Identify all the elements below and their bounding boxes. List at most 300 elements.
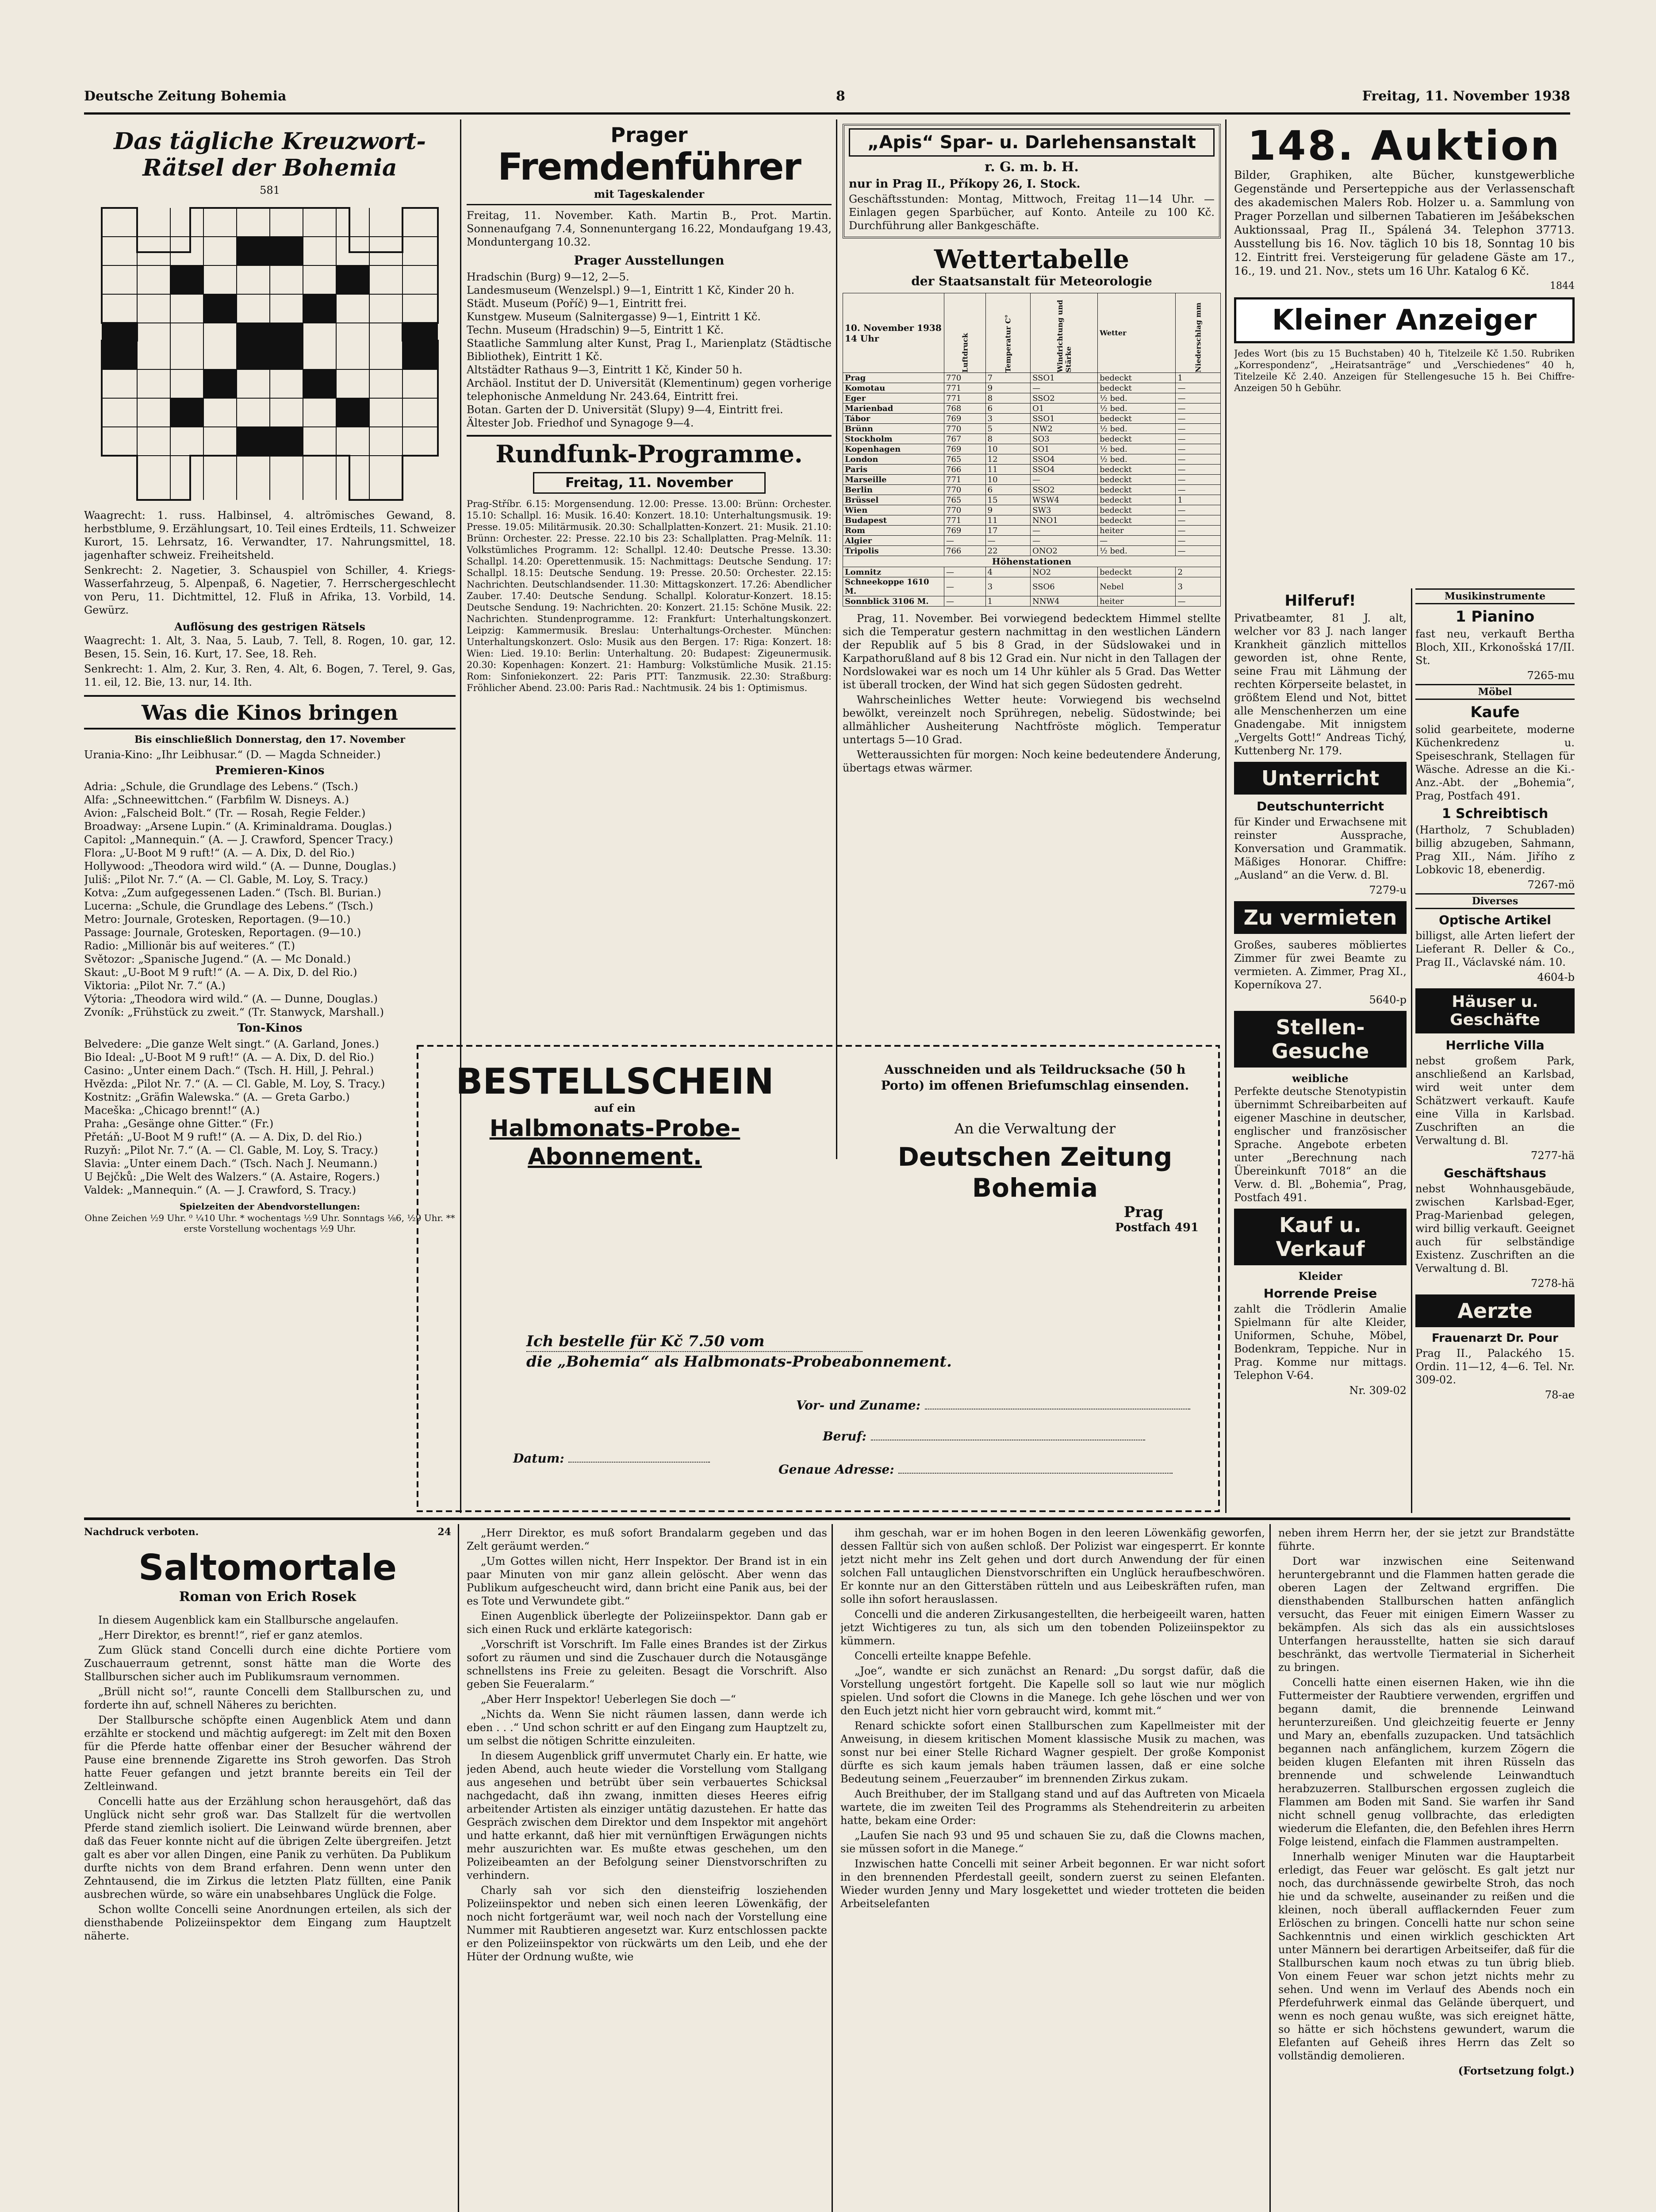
wetter-cell: bedeckt — [1098, 505, 1176, 515]
wetter-cell: 3 — [985, 577, 1031, 596]
kleider-title: Horrende Preise — [1263, 1286, 1377, 1301]
wetter-cell: 770 — [944, 485, 986, 495]
wetter-cell: 5 — [985, 424, 1031, 434]
wetter-cell: 8 — [985, 434, 1031, 444]
column-crossword-kinos — [84, 128, 456, 1509]
musik-title: Musikinstrumente — [1415, 588, 1575, 604]
wetter-row — [843, 577, 1221, 596]
wetter-cell: Komotau — [843, 383, 944, 393]
wetter-cell: — — [1176, 414, 1221, 424]
column-fremdenfuehrer — [467, 124, 832, 1040]
schreibtisch-code: 7267-mö — [1527, 879, 1575, 891]
bestellschein-title: BESTELLSCHEIN — [456, 1061, 774, 1102]
kino-entry: Skaut: „U-Boot M 9 ruft!“ (A. — A. Dix, D. del Rio.) — [84, 966, 357, 979]
header-paper-name: Deutsche Zeitung Bohemia — [84, 88, 287, 104]
roman-paragraph: „Aber Herr Inspektor! Ueberlegen Sie doch —“ — [481, 1693, 736, 1705]
wetter-cell: — — [1176, 424, 1221, 434]
roman-col-3 — [840, 1526, 1265, 2212]
moebel-title: Möbel — [1415, 684, 1575, 700]
wetter-cell: ½ bed. — [1098, 444, 1176, 454]
crossword-solution-title: Auflösung des gestrigen Rätsels — [174, 620, 365, 633]
wetter-cell: — — [1176, 465, 1221, 475]
kino-entry: Adria: „Schule, die Grundlage des Lebens.“ (Tsch.) — [84, 780, 358, 793]
wetter-cell: 9 — [985, 383, 1031, 393]
wetter-forecast: Wahrscheinliches Wetter heute: Vorwiegend bis wechselnd bewölkt, vereinzelt noch Sprühregen, nebelig. Südostwinde; bei allmählicher Ausheiterung Nachtfröste möglich. Temperatur untertags 5—10 Grad. — [843, 694, 1221, 746]
wetter-cell: 22 — [985, 546, 1031, 556]
kinos-tonkinos-title: Ton-Kinos — [237, 1022, 303, 1035]
ausstellung-entry: Techn. Museum (Hradschin) 9—5, Eintritt 1 Kč. — [467, 324, 724, 336]
wetter-cell: ONO2 — [1031, 546, 1098, 556]
wetter-cell: bedeckt — [1098, 475, 1176, 485]
feuilleton-rule — [84, 1517, 1570, 1520]
wetter-cell: Marienbad — [843, 403, 944, 414]
stellen-box: Stellen-Gesuche — [1234, 1011, 1407, 1068]
wetter-cell: — — [1176, 546, 1221, 556]
wetter-cell: — — [1176, 536, 1221, 546]
wetter-cell: — — [1176, 526, 1221, 536]
crossword-number: 581 — [260, 184, 280, 196]
rundfunk-program: Prag-Stříbr. 6.15: Morgensendung. 12.00: Presse. 13.00: Brünn: Orchester. 15.10: Schallpl. 16: Musik. 16.40: Konzert. 18.10: Unterhaltungsmusik. 19: Presse. 19.05: Militärmusik. 20.30: Schallplatten-Konzert. 21: Musik. 21.10: Brünn: Orchester. 22: Presse. 22.10 bis 23: Schallplatten. Prag-Melník. 11: Volkstümliches Programm. 12: Schallpl. 12.40: Deutsche Presse. 13.30: Schallpl. 14.20: Operettenmusik. 15: Nachmittags: Deutsche Sendung. 17: Schallpl. 18.15: Deutsche Sendung. 19: Presse. 20.50: Orchester. 22.15: Nachrichten. Deutschlandsender. 11.30: Mittagskonzert. 17.26: Abendlicher Zauber. 17.40: Deutsche Sendung. Schallpl. Koloratur-Konzert. 18.15: Deutsche Sendung. 19: Nachrichten. 20: Konzert. 21.15: Schöne Musik. 22: Nachrichten. Stundenprogramme. 12: Frankfurt: Unterhaltungskonzert. Leipzig: Kammermusik. Breslau: Unterhaltungs-Orchester. München: Unterhaltungskonzert. Oslo: Musik aus den Bergen. 17: Riga: Konzert. 18: Wien: Lied. 19.10: Berlin: Unterhaltung. 20: Budapest: Zigeunermusik. 20.30: Kopenhagen: Konzert. 21: Hamburg: Volkstümliche Musik. 21.15: Rom: Sinfoniekonzert. 22: Paris PTT: Tanzmusik. 22.30: Straßburg: Fröhlicher Abend. 23.00: Paris Rad.: Nachtmusik. 24 bis 1: Optimismus. — [467, 499, 832, 693]
wetter-row — [843, 424, 1221, 434]
column-anzeiger-right — [1415, 588, 1575, 1509]
wetter-row — [843, 567, 1221, 577]
wetter-cell: 770 — [944, 505, 986, 515]
kinos-footer-text: Ohne Zeichen ½9 Uhr. ⁰ ¼10 Uhr. * wochentags ½9 Uhr. Sonntags ⅛6, ½9 Uhr. ** erste Vorstellung wochentags ½9 Uhr. — [84, 1213, 455, 1234]
wetter-cell: O1 — [1031, 403, 1098, 414]
kauf-box: Kauf u. Verkauf — [1234, 1209, 1407, 1265]
roman-paragraph: Concelli hatte aus der Erzählung schon herausgehört, daß das Unglück nicht sehr groß war. Das Stallzelt für die wertvollen Pferde stand ziemlich isoliert. Die Leinwand würde brennen, aber daß das Feuer konnte nicht auf die übrigen Zelte übergreifen. Jetzt galt es aber vor allen Dingen, eine Panik zu verhüten. Da Publikum durfte nichts von dem Brand erfahren. Denn wenn unter den Zehntausend, die im Zirkus die letzten Platz füllten, eine Panik ausbrechen würde, so wäre ein unabsehbares Unglück die Folge. — [84, 1795, 451, 1901]
roman-paragraph: Concelli und die anderen Zirkusangestellten, die herbeigeeilt waren, hatten jetzt Wichtigeres zu tun, als sich um den tobenden Polizeiinspektor zu kümmern. — [840, 1608, 1265, 1647]
wetter-cell: 2 — [1176, 567, 1221, 577]
roman-paragraph: Schon wollte Concelli seine Anordnungen erteilen, als sich der diensthabende Polizeiinspektor dem Eingang zum Hauptzelt näherte. — [84, 1903, 451, 1942]
kino-entry: Kostnitz: „Gräfin Walewska.“ (A. — Greta Garbo.) — [84, 1091, 350, 1103]
wetter-cell: 766 — [944, 546, 986, 556]
auktion-title: 148. Auktion — [1247, 124, 1561, 169]
wetter-cell: — — [944, 596, 986, 607]
diverses-title: Diverses — [1415, 893, 1575, 909]
kaufe-text: solid gearbeitete, moderne Küchenkredenz u. Speiseschrank, Stellagen für Wäsche. Adresse an die Ki.-Anz.-Abt. der „Bohemia“, Prag, Postfach 491. — [1415, 723, 1575, 802]
wetter-cell: 771 — [944, 383, 986, 393]
crossword-waagrecht: Waagrecht: 1. russ. Halbinsel, 4. altrömisches Gewand, 8. herbstblume, 9. Erzählungsart, 10. Teil eines Erdteils, 11. Schweizer Kurort, 15. Lehrsatz, 16. Verwandter, 17. Nahrungsmittel, 18. jagenhafter schweiz. Freiheitsheld. — [84, 509, 456, 561]
wetter-cell: 9 — [985, 505, 1031, 515]
wetter-cell: 1 — [1176, 495, 1221, 505]
wetter-cell: — — [1176, 383, 1221, 393]
wetter-cell: — — [1176, 434, 1221, 444]
wetter-cell: 771 — [944, 475, 986, 485]
unterricht-box: Unterricht — [1234, 762, 1407, 795]
roman-paragraph: Der Stallbursche schöpfte einen Augenblick Atem und dann erzählte er stockend und mächtig aufgeregt: im Zelt mit den Boxen für die Pferde hatte offenbar einer der Besucher während der Pause eine brennende Zigarette ins Stroh geworfen. Das Stroh hatte Feuer gefangen und jetzt brannte bereits ein Teil der Zeltleinwand. — [84, 1714, 451, 1793]
wetter-row — [843, 383, 1221, 393]
vermieten-box: Zu vermieten — [1234, 901, 1407, 934]
apis-address: nur in Prag II., Příkopy 26, I. Stock. — [849, 177, 1081, 191]
kinos-premieren-title: Premieren-Kinos — [215, 764, 325, 777]
kino-entry: Radio: „Millionär bis auf weiteres.“ (T.) — [84, 940, 295, 952]
wetter-cell: ½ bed. — [1098, 393, 1176, 403]
wetter-row — [843, 454, 1221, 465]
bestellschein-adresse-field[interactable] — [778, 1462, 1173, 1477]
bestellschein-auf: auf ein — [594, 1102, 636, 1114]
wetter-cell: 4 — [985, 567, 1031, 577]
crossword-title-1: Das tägliche Kreuzwort- — [114, 128, 426, 155]
aerzte-box: Aerzte — [1415, 1294, 1575, 1327]
wetter-cell: — — [1176, 485, 1221, 495]
wetter-subtitle: der Staatsanstalt für Meteorologie — [911, 274, 1152, 288]
pianino-title: 1 Pianino — [1455, 608, 1535, 626]
wetter-cell: 8 — [985, 393, 1031, 403]
villa-text: nebst großem Park, anschließend an Karlsbad, wird weit unter dem Schätzwert verkauft. Kaufe eine Villa in Karlsbad. Zuschriften an die Verwaltung d. Bl. — [1415, 1055, 1575, 1147]
wetter-cell: 765 — [944, 495, 986, 505]
wetter-cell: 3 — [985, 414, 1031, 424]
ausstellung-entry: Altstädter Rathaus 9—3, Eintritt 1 Kč, Kinder 50 h. — [467, 364, 743, 376]
roman-paragraph: ihm geschah, war er im hohen Bogen in den leeren Löwenkäfig geworfen, dessen Falltür sich von außen schloß. Der Polizist war eingesperrt. Er konnte jetzt nicht mehr ins Zelt gehen und dort durch Anwendung der für einen solchen Fall untauglichen Dienstvorschriften ein Unglück heraufbeschwören. Er konnte nur an den Gitterstäben rütteln und aus Leibeskräften rufen, man solle ihn sofort herauslassen. — [840, 1527, 1265, 1605]
wetter-row — [843, 475, 1221, 485]
wetter-cell: 11 — [985, 515, 1031, 526]
stellen-text: Perfekte deutsche Stenotypistin übernimmt Schreibarbeiten auf eigener Maschine in deutscher, englischer und französischer Sprache. Angebote erbeten unter „Berechnung nach Übereinkunft 7018“ an die Verw. d. Bl. „Bohemia“, Prag, Postfach 491. — [1234, 1085, 1407, 1204]
wetter-row — [843, 495, 1221, 505]
schreibtisch-title: 1 Schreibtisch — [1441, 806, 1549, 822]
wetter-cell: SSO4 — [1031, 454, 1098, 465]
auktion-text: Bilder, Graphiken, alte Bücher, kunstgewerbliche Gegenstände und Perserteppiche aus der Verlassenschaft des akademischen Malers Rob. Holzer u. a. Sammlung von Prager Porzellan und silbernen Tabatieren im Ješábekschen Auktionssaal, Prag II., Spálená 34. Telephon 37713. Ausstellung bis 16. Nov. täglich 10 bis 18, Sonntag 10 bis 12. Eintritt frei. Versteigerung für geladene Gäste am 17., 16., 19. und 21. Nov., stets um 16 Uhr. Katalog 6 Kč. — [1234, 169, 1575, 277]
wetter-cell: SSO1 — [1031, 373, 1098, 383]
ausstellung-entry: Landesmuseum (Wenzelspl.) 9—1, Eintritt 1 Kč, Kinder 20 h. — [467, 284, 795, 296]
bestellschein-prag: Prag — [1123, 1203, 1163, 1221]
roman-rule-2 — [832, 1524, 833, 2212]
roman-author: Roman von Erich Rosek — [179, 1589, 356, 1605]
roman-col-1 — [84, 1526, 451, 2212]
kino-entry: Broadway: „Arsene Lupin.“ (A. Kriminaldrama. Douglas.) — [84, 820, 392, 833]
crossword-grid — [84, 199, 456, 509]
kino-entry: Maceška: „Chicago brennt!“ (A.) — [84, 1104, 260, 1117]
wetter-cell: — — [944, 536, 986, 546]
wetter-cell: 11 — [985, 465, 1031, 475]
kino-entry: Lucerna: „Schule, die Grundlage des Lebens.“ (Tsch.) — [84, 900, 373, 912]
wetter-cell: bedeckt — [1098, 515, 1176, 526]
wetter-cell: SSO1 — [1031, 414, 1098, 424]
fremden-rule — [467, 204, 832, 205]
rundfunk-rule — [467, 435, 832, 437]
wetter-col-head: Temperatur C° — [985, 293, 1031, 373]
roman-paragraph: Inzwischen hatte Concelli mit seiner Arbeit begonnen. Er war nicht sofort in den brennenden Pferdestall geeilt, sondern zuerst zu seinen Elefanten. Wieder wurden Jenny und Mary losgekettet und wieder trotteten die beiden Arbeitselefanten — [840, 1858, 1265, 1910]
roman-header — [84, 1526, 451, 1538]
bestellschein-vorzuname-field[interactable] — [796, 1398, 1190, 1413]
wetter-cell: — — [1176, 515, 1221, 526]
kino-entry: Casino: „Unter einem Dach.“ (Tsch. H. Hill, J. Pehral.) — [84, 1064, 374, 1077]
wetter-cell: Tábor — [843, 414, 944, 424]
roman-rule-3 — [1269, 1524, 1271, 2212]
wetter-cell: Kopenhagen — [843, 444, 944, 454]
roman-paragraph: Einen Augenblick überlegte der Polizeiinspektor. Dann gab er sich einen Ruck und erklärte kategorisch: — [467, 1610, 827, 1636]
wetter-col-head: Windrichtung und Stärke — [1031, 293, 1098, 373]
roman-paragraph: „Vorschrift ist Vorschrift. Im Falle eines Brandes ist der Zirkus sofort zu räumen und sind die Zuschauer durch die Notausgänge schnellstens ins Freie zu geleiten. Besagt die Vorschrift. Also geben Sie Feueralarm.“ — [467, 1638, 827, 1690]
kino-entry: Metro: Journale, Grotesken, Reportagen. (9—10.) — [84, 913, 351, 926]
auktion-block — [1234, 124, 1575, 588]
unterricht-code: 7279-u — [1369, 884, 1407, 896]
wetter-cell: heiter — [1098, 526, 1176, 536]
wetter-cell: — — [985, 536, 1031, 546]
wetter-cell: 3 — [1176, 577, 1221, 596]
wetter-title: Wettertabelle — [934, 244, 1130, 274]
optische-text: billigst, alle Arten liefert der Lieferant R. Deller & Co., Prag II., Václavské nám. 10. — [1415, 929, 1575, 968]
wetter-cell: NNO1 — [1031, 515, 1098, 526]
wetter-cell: bedeckt — [1098, 485, 1176, 495]
wetter-cell: 771 — [944, 393, 986, 403]
anzeiger-title: Kleiner Anzeiger — [1234, 297, 1575, 343]
roman-paragraph: „Laufen Sie nach 93 und 95 und schauen Sie zu, daß die Clowns machen, sie müssen sofort in die Manege.“ — [840, 1829, 1265, 1855]
wetter-cell: ½ bed. — [1098, 403, 1176, 414]
hilferuf-text: Privatbeamter, 81 J. alt, welcher vor 83 J. nach langer Krankheit gänzlich mittellos geworden ist, ohne Rente, seine Frau mit Lähmung der rechten Körperseite belastet, in größtem Elend und Not, bittet alle Menschenherzen um eine Gnadengabe. Mit innigstem „Vergelts Gott!“ Andreas Tichý, Kuttenberg Nr. 179. — [1234, 612, 1407, 757]
villa-code: 7277-hä — [1531, 1149, 1575, 1162]
wetter-cell: bedeckt — [1098, 495, 1176, 505]
wetter-cell: Wien — [843, 505, 944, 515]
wetter-cell: 769 — [944, 526, 986, 536]
kinos-intro: Bis einschließlich Donnerstag, den 17. November — [134, 734, 405, 745]
kleider-label: Kleider — [1298, 1270, 1342, 1283]
rundfunk-date: Freitag, 11. November — [533, 472, 766, 494]
wetter-cell: Nebel — [1098, 577, 1176, 596]
wetter-cell: 7 — [985, 373, 1031, 383]
kino-entry: U Bejčků: „Die Welt des Walzers.“ (A. Astaire, Rogers.) — [84, 1171, 380, 1183]
optische-code: 4604-b — [1537, 971, 1575, 983]
crossword-title-2: Rätsel der Bohemia — [142, 154, 397, 181]
wetter-cell: 17 — [985, 526, 1031, 536]
roman-paragraph: Renard schickte sofort einen Stallburschen zum Kapellmeister mit der Anweisung, in diesem kritischen Moment klassische Musik zu machen, was sonst nur bei einer Stelle Richard Wagner gespielt. Der große Komponist dürfte es sich kaum jemals haben träumen lassen, daß er eine solche Bedeutung seinem „Feuerzauber“ im brennenden Zirkus zukam. — [840, 1720, 1265, 1785]
auktion-code: 1844 — [1550, 280, 1575, 292]
kino-entry: Přetáň: „U-Boot M 9 ruft!“ (A. — A. Dix, D. del Rio.) — [84, 1131, 362, 1143]
roman-paragraph: Charly sah vor sich den diensteifrig losziehenden Polizeiinspektor und neben sich einen leeren Löwenkäfig, der noch nicht fortgeräumt war, weil noch nach der Vorstellung eine Nummer mit Raubtieren angesetzt war. Kurz entschlossen packte er den Polizeiinspektor von rückwärts um den Leib, und ehe der Hüter der Ordnung wußte, wie — [467, 1884, 827, 1963]
column-anzeiger-left — [1234, 588, 1407, 1509]
bestellschein-als: die „Bohemia“ als Halbmonats-Probeabonnement. — [526, 1353, 952, 1371]
wetter-cell: SSO2 — [1031, 393, 1098, 403]
wetter-cell: heiter — [1098, 596, 1176, 607]
frauenarzt-text: Prag II., Palackého 15. Ordin. 11—12, 4—6. Tel. Nr. 309-02. — [1415, 1347, 1575, 1386]
wetter-cell: SW3 — [1031, 505, 1098, 515]
wetter-cell: 767 — [944, 434, 986, 444]
wetter-table — [843, 293, 1221, 607]
geschaeftshaus-title: Geschäftshaus — [1444, 1166, 1546, 1180]
wetter-cell: bedeckt — [1098, 414, 1176, 424]
pianino-text: fast neu, verkauft Bertha Bloch, XII., Krkonošská 17/II. St. — [1415, 628, 1575, 667]
roman-paragraph: Concelli erteilte knappe Befehle. — [855, 1650, 1031, 1662]
wetter-cell: — — [1176, 475, 1221, 485]
kino-entry: Hollywood: „Theodora wird wild.“ (A. — Dunne, Douglas.) — [84, 860, 396, 872]
wetter-cell: 768 — [944, 403, 986, 414]
kino-entry: Zvoník: „Frühstück zu zweit.“ (Tr. Stanwyck, Marshall.) — [84, 1006, 384, 1018]
wetter-cell: 766 — [944, 465, 986, 475]
roman-paragraph: neben ihrem Herrn her, der sie jetzt zur Brandstätte führte. — [1278, 1527, 1575, 1552]
vermieten-text: Großes, sauberes möbliertes Zimmer für zwei Beamte zu vermieten. A. Zimmer, Prag XI., Koperníkova 27. — [1234, 939, 1407, 991]
wetter-col-head: Wetter — [1098, 293, 1176, 373]
wetter-cell: NNW4 — [1031, 596, 1098, 607]
roman-paragraph: „Um Gottes willen nicht, Herr Inspektor. Der Brand ist in ein paar Minuten von mir ganz allein gelöscht. Aber wenn das Publikum aufgescheucht wird, dann bricht eine Panik aus, bei der es Tote und Verwundete gibt.“ — [467, 1555, 827, 1607]
roman-paragraph: „Brüll nicht so!“, raunte Concelli dem Stallburschen zu, und forderte ihn auf, schnell Näheres zu berichten. — [84, 1686, 451, 1711]
wetter-cell: Budapest — [843, 515, 944, 526]
wetter-row — [843, 373, 1221, 383]
roman-paragraph: In diesem Augenblick griff unvermutet Charly ein. Er hatte, wie jeden Abend, auch heute wieder die Vorstellung vom Stallgang aus angesehen und betrübt über sein verbauertes Schicksal nachgedacht, daß ihn zwang, inmitten dieses Heeres eifrig arbeitender Artisten als einziger untätig dazustehen. Er hatte das Gespräch zwischen dem Direktor und dem Inspektor mit angehört und hatte erkannt, daß hier mit vernünftigen Erwägungen nichts mehr auszurichten war. Es mußte etwas geschehen, um den Polizeibeamten an der Befolgung seiner Dienstvorschriften zu verhindern. — [467, 1750, 827, 1882]
wetter-cell: bedeckt — [1098, 383, 1176, 393]
wetter-cell: bedeckt — [1098, 434, 1176, 444]
header-date: Freitag, 11. November 1938 — [1362, 88, 1570, 104]
ausstellung-entry: Städt. Museum (Poříč) 9—1, Eintritt frei. — [467, 297, 687, 310]
fremdenfuehrer-calendar: Freitag, 11. November. Kath. Martin B., Prot. Martin. Sonnenaufgang 7.4, Sonnenuntergang 16.22, Mondaufgang 19.43, Monduntergang 10.32. — [467, 209, 832, 248]
bestellschein-bestelle: Ich bestelle für Kč 7.50 vom — [526, 1332, 862, 1352]
anzeiger-rules: Jedes Wort (bis zu 15 Buchstaben) 40 h, Titelzeile Kč 1.50. Rubriken „Korrespondenz“, „Heiratsanträge“ und „Verschiedenes“ 40 h, Titelzeile Kč 2.40. Anzeigen für Stellengesuche 15 h. Bei Chiffre-Anzeigen 50 h Gebühr. — [1234, 348, 1575, 393]
bestellschein-hint: Ausschneiden und als Teildrucksache (50 h Porto) im offenen Briefumschlag einsenden. — [881, 1062, 1189, 1093]
fremdenfuehrer-title: Fremdenführer — [498, 145, 801, 188]
wetter-cell: London — [843, 454, 944, 465]
wetter-cell: 6 — [985, 403, 1031, 414]
wetter-cell: Eger — [843, 393, 944, 403]
wetter-cell: 770 — [944, 424, 986, 434]
wetter-cell: Lomnitz — [843, 567, 944, 577]
kino-entry: Světozor: „Spanische Jugend.“ (A. — Mc Donald.) — [84, 953, 351, 965]
kino-entry: Juliš: „Pilot Nr. 7.“ (A. — Cl. Gable, M. Loy, S. Tracy.) — [84, 873, 368, 886]
roman-rule-1 — [458, 1524, 459, 2212]
kino-entry: Slavia: „Unter einem Dach.“ (Tsch. Nach J. Neumann.) — [84, 1157, 378, 1170]
villa-title: Herrliche Villa — [1445, 1038, 1545, 1052]
wetter-cell: — — [1176, 596, 1221, 607]
rundfunk-title: Rundfunk-Programme. — [495, 440, 803, 468]
wetter-cell: — — [944, 577, 986, 596]
wetter-col-head: Niederschlag mm — [1176, 293, 1221, 373]
wetter-row — [843, 444, 1221, 454]
wetter-cell: — — [1176, 454, 1221, 465]
wetter-row — [843, 515, 1221, 526]
wetter-hoehen-rows — [843, 567, 1221, 607]
apis-ad — [843, 124, 1221, 238]
wetter-cell: Prag — [843, 373, 944, 383]
wetter-row — [843, 485, 1221, 495]
unterricht-title: Deutschunterricht — [1256, 799, 1384, 814]
roman-col-2 — [467, 1526, 827, 2212]
wetter-cell: 765 — [944, 454, 986, 465]
apis-text: Geschäftsstunden: Montag, Mittwoch, Freitag 11—14 Uhr. — Einlagen gegen Sparbücher, auf Konto. Anteile zu 100 Kč. Durchführung aller Bankgeschäfte. — [849, 193, 1215, 232]
wetter-cell: 12 — [985, 454, 1031, 465]
stellen-sub: weibliche — [1292, 1072, 1349, 1085]
kino-entry: Alfa: „Schneewittchen.“ (Farbfilm W. Disneys. A.) — [84, 794, 349, 806]
kino-entry: Belvedere: „Die ganze Welt singt.“ (A. Garland, Jones.) — [84, 1038, 379, 1050]
wetter-cell: — — [1031, 475, 1098, 485]
column-rule-4 — [1411, 588, 1412, 1513]
kinos-title: Was die Kinos bringen — [142, 701, 398, 725]
wetter-cell: 1 — [985, 596, 1031, 607]
wetter-cell: Brüssel — [843, 495, 944, 505]
bestellschein-vorzuname-label: Vor- und Zuname: — [796, 1398, 921, 1413]
wetter-cell: 15 — [985, 495, 1031, 505]
bestellschein-abo: Halbmonats-Probe-Abonnement. — [489, 1115, 740, 1170]
wetter-cell: ½ bed. — [1098, 424, 1176, 434]
wetter-cell: bedeckt — [1098, 373, 1176, 383]
wetter-cell: Stockholm — [843, 434, 944, 444]
wetter-cell: 6 — [985, 485, 1031, 495]
wetter-cell: SO1 — [1031, 444, 1098, 454]
ausstellung-entry: Staatliche Sammlung alter Kunst, Prag I., Marienplatz (Städtische Bibliothek), Eintritt 1 Kč. — [467, 337, 832, 363]
wetter-row — [843, 546, 1221, 556]
haeuser-box: Häuser u. Geschäfte — [1415, 988, 1575, 1033]
bestellschein-adresse-line — [898, 1473, 1173, 1474]
wetter-cell: SO3 — [1031, 434, 1098, 444]
wetter-cell: Paris — [843, 465, 944, 475]
wetter-cell: 1 — [1176, 373, 1221, 383]
wetter-cell: NO2 — [1031, 567, 1098, 577]
pianino-code: 7265-mu — [1527, 669, 1575, 682]
roman-fortsetzung: (Fortsetzung folgt.) — [1458, 2064, 1575, 2077]
bestellschein-beruf-field[interactable] — [823, 1429, 1145, 1444]
kino-entry: Valdek: „Mannequin.“ (A. — J. Crawford, S. Tracy.) — [84, 1184, 356, 1196]
bestellschein-coupon — [416, 1044, 1221, 1513]
apis-title: „Apis“ Spar- u. Darlehensanstalt — [849, 128, 1215, 157]
wetter-cell: — — [1176, 393, 1221, 403]
wetter-cell: 769 — [944, 414, 986, 424]
wetter-cell: Algier — [843, 536, 944, 546]
column-apis-wetter — [843, 124, 1221, 1040]
ausstellung-entry: Kunstgew. Museum (Salnitergasse) 9—1, Eintritt 1 Kč. — [467, 311, 761, 323]
apis-subtitle: r. G. m. b. H. — [985, 159, 1079, 175]
roman-paragraph: Zum Glück stand Concelli durch eine dichte Portiere vom Zuschauerraum getrennt, sonst hätte man die Worte des Stallburschen sicher auch im Publikumsraum vernommen. — [84, 1644, 451, 1683]
kinos-rule — [84, 695, 456, 697]
wetter-row — [843, 526, 1221, 536]
roman-paragraph: „Nichts da. Wenn Sie nicht räumen lassen, dann werde ich eben . . .“ Und schon schritt er auf den Eingang zum Hauptzelt zu, um selbst die nötigen Schritte einzuleiten. — [467, 1708, 827, 1747]
kleider-text: zahlt die Trödlerin Amalie Spielmann für alte Kleider, Uniformen, Schuhe, Möbel, Bodenkram, Teppiche. Nur in Prag. Komme nur mittags. Telephon V-64. — [1234, 1303, 1407, 1382]
wetter-cell: — — [944, 567, 986, 577]
wetter-cell: Sonnblick 3106 M. — [843, 596, 944, 607]
roman-paragraph: „Herr Direktor, es brennt!“, rief er ganz atemlos. — [98, 1629, 363, 1641]
wetter-cell: 769 — [944, 444, 986, 454]
kinos-tonkinos-list — [84, 1037, 456, 1197]
wetter-cell: — — [1176, 505, 1221, 515]
bestellschein-datum-line — [568, 1462, 710, 1463]
page-header — [84, 88, 1570, 111]
bestellschein-an: An die Verwaltung der — [954, 1120, 1116, 1137]
column-rule-2 — [836, 119, 837, 1159]
ausstellung-entry: Hradschin (Burg) 9—12, 2—5. — [467, 271, 629, 283]
wetter-cell: — — [1176, 444, 1221, 454]
wetter-cell: WSW4 — [1031, 495, 1098, 505]
bestellschein-postfach: Postfach 491 — [1115, 1221, 1199, 1234]
schreibtisch-text: (Hartholz, 7 Schubladen) billig abzugeben, Sahmann, Prag XII., Nám. Jiřího z Lobkovic 18, ebenerdig. — [1415, 824, 1575, 876]
bestellschein-datum-label: Datum: — [513, 1451, 564, 1466]
wetter-cell: — — [1176, 403, 1221, 414]
wetter-cell: SSO4 — [1031, 465, 1098, 475]
kleider-code: Nr. 309-02 — [1349, 1384, 1407, 1397]
roman-paragraph: Concelli hatte einen eisernen Haken, wie ihn die Futtermeister der Raubtiere verwenden, ergriffen und begann damit, die brennende Leinwand herunterzureißen. Und gleichzeitig feuerte er Jenny und Mary an, ebenfalls zuzupacken. Und tatsächlich begannen nach anfänglichem, kurzem Zögern die beiden klugen Elefanten mit ihren Rüsseln das brennende und schwelende Leinwandtuch herabzuzerren. Stallburschen ergossen zugleich die Flammen am Boden mit Sand. Sie warfen ihr Sand nicht schnell genug vollbrachte, das erledigten wiederum die Elefanten, die, den Befehlen ihres Herrn Folge leistend, einfach die Flammen austrampelten. — [1278, 1676, 1575, 1848]
frauenarzt-code: 78-ae — [1545, 1389, 1575, 1401]
wetter-cell: Brünn — [843, 424, 944, 434]
wetter-col-head: Luftdruck — [944, 293, 986, 373]
kino-entry: Praha: „Gesänge ohne Gitter.“ (Fr.) — [84, 1118, 274, 1130]
wetter-cell: bedeckt — [1098, 567, 1176, 577]
kino-entry: Capitol: „Mannequin.“ (A. — J. Crawford, Spencer Tracy.) — [84, 833, 393, 846]
kino-entry: Passage: Journale, Grotesken, Reportagen. (9—10.) — [84, 926, 361, 939]
wetter-cell: — — [1031, 536, 1098, 546]
fremdenfuehrer-prager: Prager — [610, 124, 688, 147]
kino-entry: Viktoria: „Pilot Nr. 7.“ (A.) — [84, 979, 226, 992]
hilferuf-title: Hilferuf! — [1284, 592, 1356, 610]
bestellschein-datum-field[interactable] — [513, 1451, 710, 1466]
kino-entry: Flora: „U-Boot M 9 ruft!“ (A. — A. Dix, D. del Rio.) — [84, 847, 355, 859]
fremdenfuehrer-subtitle: mit Tageskalender — [594, 188, 705, 200]
geschaeftshaus-text: nebst Wohnhausgebäude, zwischen Karlsbad-Eger, Prag-Marienbad gelegen, wird billig verkauft. Geeignet auch für selbständige Existenz. Zuschriften an die Verwaltung d. Bl. — [1415, 1183, 1575, 1275]
wetter-cell: NW2 — [1031, 424, 1098, 434]
wetter-row — [843, 414, 1221, 424]
optische-title: Optische Artikel — [1439, 913, 1551, 927]
kino-entry: Kotva: „Zum aufgegessenen Laden.“ (Tsch. Bl. Burian.) — [84, 887, 381, 899]
crossword-grid-svg — [84, 199, 456, 509]
wetter-cell: 10 — [985, 475, 1031, 485]
wetter-hoehen-title: Höhenstationen — [843, 556, 1221, 567]
wetter-cell: SSO2 — [1031, 485, 1098, 495]
wetter-cell: bedeckt — [1098, 465, 1176, 475]
roman-paragraph: Auch Breithuber, der im Stallgang stand und auf das Auftreten von Micaela wartete, die im zweiten Teil des Programms als Stehendreiterin zu arbeiten hatte, bekam eine Order: — [840, 1788, 1265, 1827]
